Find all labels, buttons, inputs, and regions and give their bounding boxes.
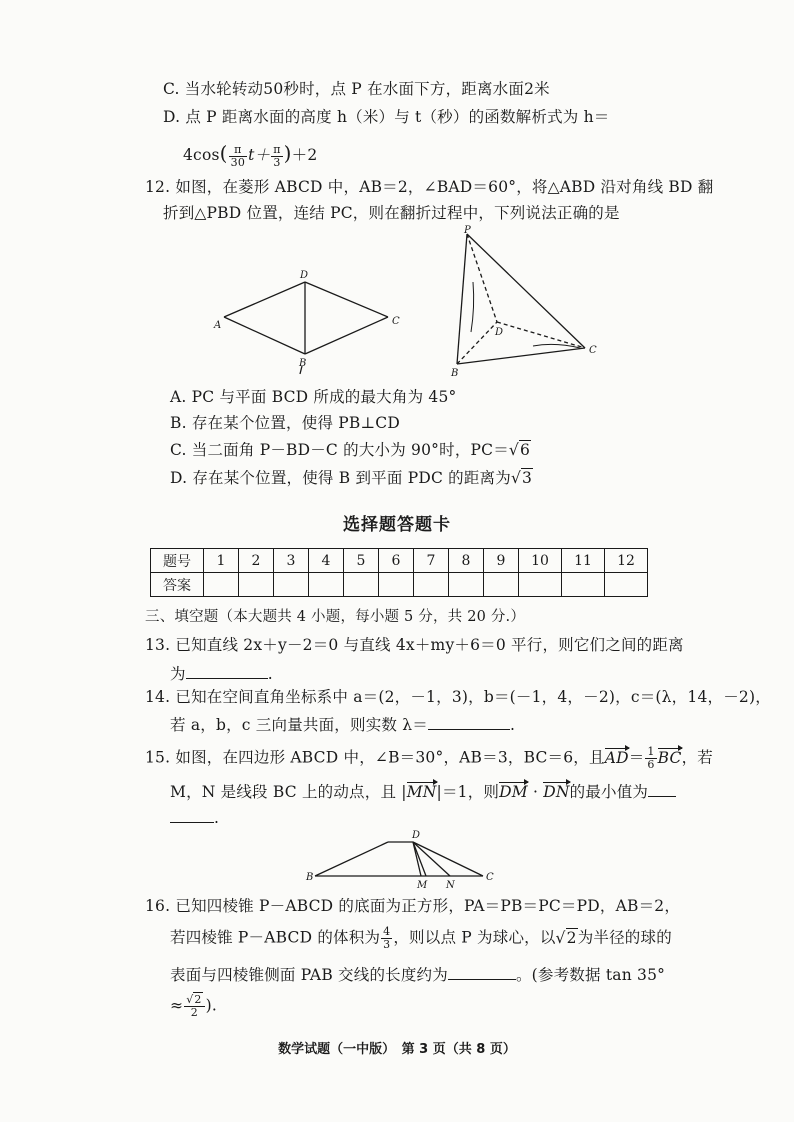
q15-fraction: [645, 746, 656, 771]
q16-text-3: 为半径的球的: [577, 928, 672, 947]
answer-cell[interactable]: [605, 573, 648, 597]
q11-func-start: 4cos: [183, 146, 220, 164]
q15-stem-line2: [170, 780, 676, 803]
q13-text: 为: [170, 665, 186, 683]
q16-fraction-den: 3: [383, 938, 391, 951]
answer-cell[interactable]: [379, 573, 414, 597]
q16-ref-fraction-num: √2: [184, 994, 204, 1007]
answer-card-number: 3: [274, 549, 309, 573]
q16-ref-fraction-den: 2: [190, 1006, 198, 1019]
q13-stem-line1: 13. 已知直线 2x＋y－2＝0 与直线 4x＋my＋6＝0 平行，则它们之间的距离: [145, 636, 684, 654]
q15-dot: ·: [527, 783, 544, 801]
q15-text-2: ，若: [681, 748, 713, 767]
q12-option-c-radicand: 6: [520, 441, 531, 459]
q16-text-2: ，则以点 P 为球心，以: [393, 928, 556, 947]
q12-left-label-a: A: [214, 320, 222, 331]
q16-stem-line1: 16. 已知四棱锥 P－ABCD 的底面为正方形，PA＝PB＝PC＝PD，AB＝2，: [145, 897, 681, 915]
q11-func-end: ＋2: [291, 146, 318, 164]
q15-label-m: M: [417, 880, 428, 891]
answer-cell[interactable]: [562, 573, 605, 597]
answer-cell[interactable]: [414, 573, 449, 597]
answer-card-number: 5: [344, 549, 379, 573]
q16-stem-line4: [170, 994, 217, 1019]
q12-pyramid-figure: [445, 222, 615, 382]
q16-answer-blank[interactable]: [448, 963, 516, 980]
q16-text-4: 表面与四棱锥侧面 PAB 交线的长度约为: [170, 966, 448, 984]
q14-period: .: [509, 716, 516, 734]
answer-cell[interactable]: [274, 573, 309, 597]
q16-text-5: 。(参考数据 tan 35°: [515, 966, 666, 984]
answer-card-number: 2: [239, 549, 274, 573]
q14-text: 若 a，b，c 三向量共面，则实数 λ＝: [170, 716, 428, 734]
q15-quadrilateral-figure: [300, 828, 500, 892]
answer-card-answer-row: [151, 573, 648, 597]
section3-heading: 三、填空题（本大题共 4 小题，每小题 5 分，共 20 分.）: [145, 609, 526, 625]
q16-stem-line3: [170, 963, 665, 986]
q16-stem-line2: [170, 926, 672, 951]
q15-text-3: M，N 是线段 BC 上的动点，且 |: [170, 783, 407, 801]
q14-stem-line2: [170, 713, 515, 736]
q11-func-t: t＋: [248, 146, 271, 164]
answer-card-number: 11: [562, 549, 605, 573]
q11-frac-2-num: π: [273, 142, 281, 156]
answer-cell[interactable]: [449, 573, 484, 597]
q12-option-b: B. 存在某个位置，使得 PB⊥CD: [170, 414, 400, 432]
q15-vector-dm: DM: [499, 783, 528, 801]
q15-label-d: D: [412, 830, 421, 841]
q15-label-b: B: [306, 872, 314, 883]
q16-ref-fraction: [184, 994, 204, 1019]
q16-fraction-num: 4: [383, 925, 391, 938]
q15-vector-dn: DN: [543, 783, 570, 801]
answer-card-number: 9: [484, 549, 519, 573]
q12-left-label-d: D: [300, 270, 309, 281]
q12-right-label-b: B: [451, 368, 459, 379]
q16-approx: ≈: [170, 996, 184, 1015]
q12-right-label-d: D: [495, 327, 504, 338]
q16-sqrt: √2: [555, 928, 577, 947]
q11-frac-2: [271, 144, 282, 169]
q12-right-label-p: P: [464, 225, 471, 236]
q16-text-1: 若四棱锥 P－ABCD 的体积为: [170, 928, 381, 947]
q15-text-5: 的最小值为: [569, 783, 649, 801]
answer-card-number: 6: [379, 549, 414, 573]
q14-answer-blank[interactable]: [428, 713, 510, 730]
q11-frac-1-num: π: [229, 144, 247, 157]
answer-card-number: 8: [449, 549, 484, 573]
q15-answer-blank-part2[interactable]: [170, 806, 214, 823]
answer-card-number: 12: [605, 549, 648, 573]
q12-option-d-sqrt: √3: [510, 469, 533, 487]
q11-frac-2-den: 3: [273, 155, 281, 169]
answer-cell[interactable]: [204, 573, 239, 597]
q15-vector-bc: BC: [657, 748, 682, 767]
answer-card-row1-label: 题号: [151, 549, 204, 573]
answer-cell[interactable]: [519, 573, 562, 597]
answer-card-number: 4: [309, 549, 344, 573]
q11-frac-1-den: 30: [230, 155, 246, 169]
q12-option-c: [170, 439, 531, 461]
q15-vector-ad: AD: [604, 748, 629, 767]
q12-stem-line2: 折到△PBD 位置，连结 PC，则在翻折过程中，下列说法正确的是: [163, 204, 620, 222]
q15-vector-mn: MN: [406, 783, 437, 801]
q11-option-c: C. 当水轮转动50秒时，点 P 在水面下方，距离水面2米: [163, 80, 550, 98]
answer-card-number: 7: [414, 549, 449, 573]
q15-stem-line1: [145, 746, 713, 771]
q15-stem-line3: [170, 806, 219, 829]
q12-left-label-c: C: [392, 316, 400, 327]
q16-ref-radicand: 2: [194, 993, 202, 1006]
q15-fraction-num: 1: [647, 745, 655, 758]
q15-period: .: [214, 809, 220, 827]
q13-answer-blank[interactable]: [186, 662, 268, 679]
answer-card-title: 选择题答题卡: [343, 515, 451, 535]
q12-left-label-b: B: [299, 358, 307, 369]
q12-stem-line1: 12. 如图，在菱形 ABCD 中，AB＝2，∠BAD＝60°，将△ABD 沿对角线 BD 翻: [145, 178, 714, 196]
q12-right-label-c: C: [589, 345, 597, 356]
q13-stem-line2: [170, 662, 273, 685]
q16-fraction: [381, 926, 392, 951]
answer-cell[interactable]: [309, 573, 344, 597]
q11-frac-1: [229, 144, 247, 169]
q12-option-c-text: C. 当二面角 P－BD－C 的大小为 90°时，PC＝: [170, 441, 509, 459]
q11-option-d-formula: 4cos( $\frac{\pi}{30}$ t＋ $\frac{\pi}{3}$ )＋2: [183, 141, 318, 169]
q16-text-6: ).: [205, 996, 217, 1015]
q12-option-d-radicand: 3: [522, 469, 533, 487]
q15-label-c: C: [486, 872, 494, 883]
q13-period: .: [267, 665, 273, 683]
q15-fraction-den: 6: [647, 758, 655, 771]
q15-equals: ＝: [628, 748, 645, 767]
answer-card-table: [150, 548, 648, 597]
q12-rhombus-figure: [210, 262, 410, 382]
answer-cell[interactable]: [239, 573, 274, 597]
q15-label-n: N: [446, 880, 455, 891]
q15-text-4: |＝1，则: [436, 783, 500, 801]
answer-card-number: 1: [204, 549, 239, 573]
answer-cell[interactable]: [484, 573, 519, 597]
q12-option-d: [170, 467, 533, 489]
q15-text-1: 15. 如图，在四边形 ABCD 中，∠B＝30°，AB＝3，BC＝6，且: [145, 748, 605, 767]
q12-option-c-sqrt: √6: [508, 441, 531, 459]
q15-answer-blank-part1[interactable]: [648, 780, 676, 797]
q14-stem-line1: 14. 已知在空间直角坐标系中 a＝(2，－1，3)，b＝(－1，4，－2)，c＝(λ，14，－2)，: [145, 688, 771, 706]
answer-cell[interactable]: [344, 573, 379, 597]
answer-card-number-row: [151, 549, 648, 573]
q12-option-d-text: D. 存在某个位置，使得 B 到平面 PDC 的距离为: [170, 469, 511, 487]
q12-option-a: A. PC 与平面 BCD 所成的最大角为 45°: [170, 388, 457, 406]
q16-radicand: 2: [566, 928, 577, 947]
page-footer: 数学试题（一中版） 第 3 页（共 8 页）: [278, 1042, 516, 1057]
q11-option-d: D. 点 P 距离水面的高度 h（米）与 t（秒）的函数解析式为 h＝: [163, 108, 610, 126]
answer-card-row2-label: 答案: [151, 573, 204, 597]
answer-card-number: 10: [519, 549, 562, 573]
